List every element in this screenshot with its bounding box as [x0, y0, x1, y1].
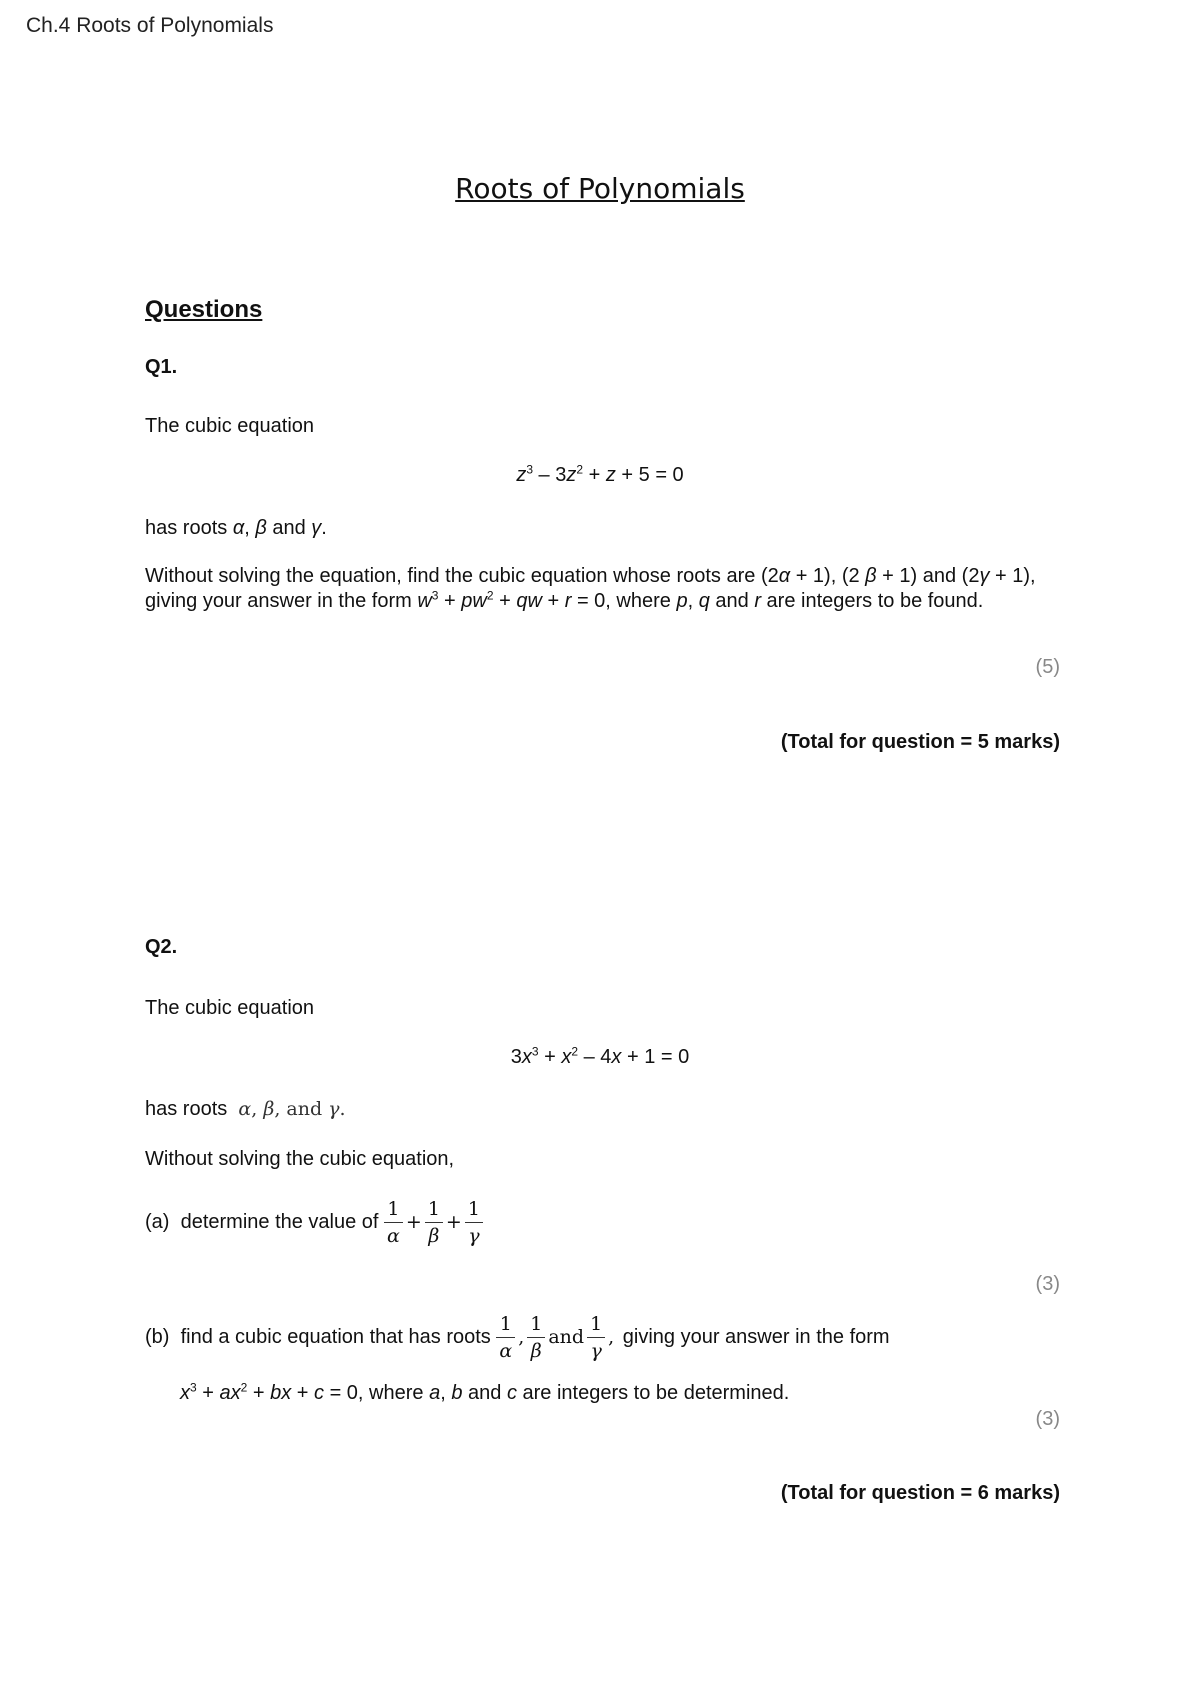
page-title: Roots of Polynomials [455, 172, 745, 205]
q2-part-a-label: (a) [145, 1210, 170, 1233]
q2-equation: $3x^3 + x^2 - 4x + 1 = 0$ [510, 1044, 690, 1068]
fraction-one-over-gamma: $\frac{1}{\gamma}$ [465, 1196, 483, 1249]
section-heading: Questions [145, 296, 263, 323]
q2-part-b: (b) find a cubic equation that has roots $\frac{1}{\alpha}$ , $\frac{1}{\beta}$ and $\frac{1}{\gamma}$ , giving your answer in the form [145, 1313, 890, 1362]
q2-part-b-label: (b) [145, 1325, 170, 1348]
q2-part-a: (a) determine the value of $\frac{1}{\alpha}$ + $\frac{1}{\beta}$ + $\frac{1}{\gamma}$ [145, 1196, 483, 1249]
q2-part-b-text: find a cubic equation that has roots [180, 1325, 491, 1348]
q2-number: Q2. [145, 936, 178, 958]
q1-marks: (5) [1035, 656, 1060, 678]
q2-part-a-text: determine the value of [180, 1210, 379, 1233]
q1-total: (Total for question = 5 marks) [780, 731, 1060, 753]
q2-roots-text: has roots α, β, and γ. [145, 1098, 346, 1120]
fraction-one-over-beta-b: $\frac{1}{\beta}$ [527, 1311, 545, 1364]
fraction-one-over-alpha: $\frac{1}{\alpha}$ [384, 1196, 403, 1249]
q1-roots-text: has roots α, β and γ. [145, 517, 327, 539]
q2-part-a-marks: (3) [1035, 1273, 1060, 1295]
fraction-one-over-gamma-b: $\frac{1}{\gamma}$ [587, 1311, 605, 1364]
q1-number: Q1. [145, 356, 178, 378]
q2-total: (Total for question = 6 marks) [780, 1482, 1060, 1504]
q2-part-b-after: giving your answer in the form [622, 1325, 890, 1348]
q2-part-b-marks: (3) [1035, 1408, 1060, 1430]
page-header-label: Ch.4 Roots of Polynomials [26, 14, 274, 37]
fraction-one-over-beta: $\frac{1}{\beta}$ [425, 1196, 443, 1249]
q2-part-b-form: $x^3 + ax^2$ + bx + c = 0, where a, b and c are integers to be determined. [180, 1380, 790, 1404]
q2-intro: The cubic equation [145, 997, 315, 1019]
q1-instruction: Without solving the equation, find the cubic equation whose roots are (2α + 1), (2 β + 1) and (2γ + 1), giving your answer in the form $w^3 + pw^2$ + qw + r = 0, where p, q and r are integers to be found. [145, 565, 1036, 612]
fraction-one-over-alpha-b: $\frac{1}{\alpha}$ [496, 1311, 515, 1364]
q1-equation: $z^3 - 3z^2 + z + 5 = 0$ [516, 462, 684, 486]
q2-instruction: Without solving the cubic equation, [145, 1148, 455, 1170]
q1-intro: The cubic equation [145, 415, 315, 437]
